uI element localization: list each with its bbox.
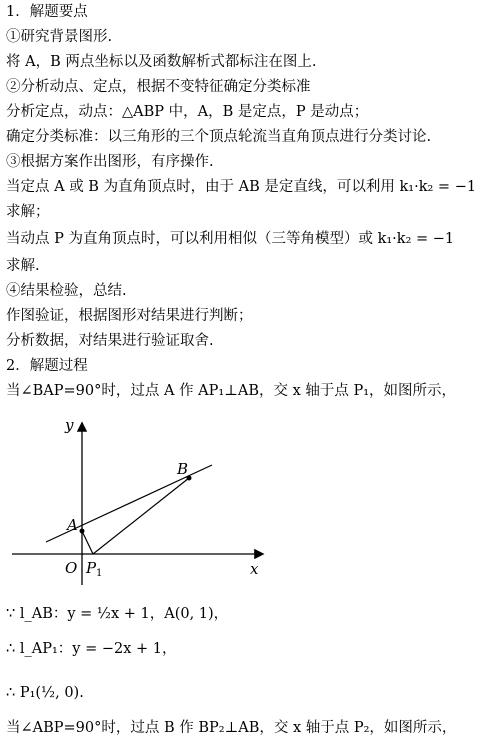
point-a xyxy=(80,529,85,534)
step3-title: ③根据方案作出图形，有序操作. xyxy=(6,154,214,170)
section1-heading: 1．解题要点 xyxy=(6,4,88,20)
step3-text-a1: 当定点 A 或 B 为直角顶点时，由于 AB 是定直线，可以利用 k₁·k₂ = −1 xyxy=(6,179,477,195)
label-p1-sub: 1 xyxy=(96,568,103,579)
coordinate-figure xyxy=(0,410,290,590)
section2-heading: 2．解题过程 xyxy=(6,358,88,374)
case1-text: 当∠BAP=90°时，过点 A 作 AP₁⊥AB，交 x 轴于点 P₁，如图所示， xyxy=(6,383,457,399)
step2-text-b: 确定分类标准：以三角形的三个顶点轮流当直角顶点进行分类讨论. xyxy=(6,129,432,145)
step1-text: 将 A，B 两点坐标以及函数解析式都标注在图上. xyxy=(6,54,317,70)
label-x: x xyxy=(250,560,259,578)
label-y: y xyxy=(65,416,74,434)
step2-title: ②分析动点、定点，根据不变特征确定分类标准 xyxy=(6,79,311,95)
step3-text-b1: 当动点 P 为直角顶点时，可以利用相似（三等角模型）或 k₁·k₂ = −1 xyxy=(6,231,455,247)
label-o: O xyxy=(65,559,78,577)
step2-text-a: 分析定点，动点：△ABP 中，A，B 是定点，P 是动点； xyxy=(6,104,369,120)
step3-text-b2: 求解. xyxy=(6,258,40,274)
case2-text: 当∠ABP=90°时，过点 B 作 BP₂⊥AB，交 x 轴于点 P₂，如图所示， xyxy=(6,720,457,736)
label-p1: P xyxy=(86,559,97,577)
step4-text-a: 作图验证，根据图形对结果进行判断； xyxy=(6,308,253,324)
step1-title: ①研究背景图形. xyxy=(6,29,113,45)
equation-2: ∴ l_AP₁：y = −2x + 1， xyxy=(6,641,177,657)
equation-3: ∴ P₁(½, 0). xyxy=(6,685,84,701)
equation-1: ∵ l_AB：y = ½x + 1，A(0, 1)， xyxy=(6,606,229,622)
label-a: A xyxy=(67,516,78,534)
step4-title: ④结果检验，总结. xyxy=(6,283,127,299)
step3-text-a2: 求解； xyxy=(6,204,50,220)
step4-text-b: 分析数据，对结果进行验证取舍. xyxy=(6,333,214,349)
label-b: B xyxy=(177,460,189,478)
segment-a-p1 xyxy=(82,531,93,554)
segment-b-p1 xyxy=(93,478,189,554)
